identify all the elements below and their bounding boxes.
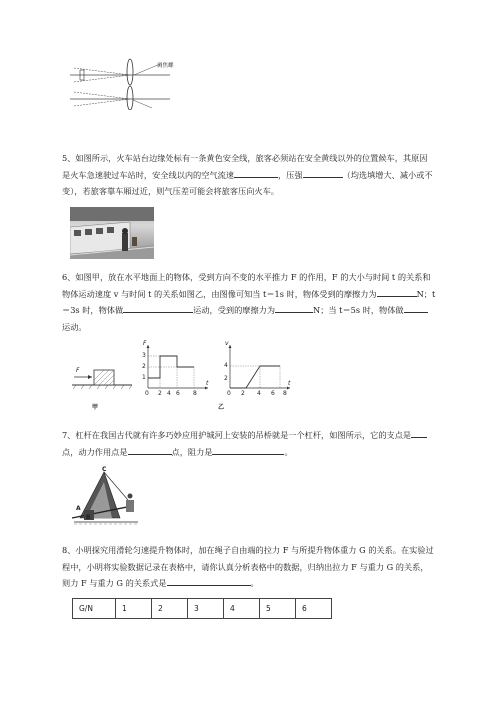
graph1-ytick-1: 1 (142, 374, 146, 381)
pivot-label-c: C (102, 466, 107, 473)
graph2-ytick-2: 2 (224, 375, 228, 382)
q5-line-2: 是火车急速驶过车站时，安全线以内的空气流速 ，压强 （均选填增大、减小或不 (62, 169, 433, 180)
graph2-xlabel: t (288, 380, 291, 387)
q5-blank-2[interactable] (303, 168, 343, 178)
table-row (73, 599, 332, 619)
graph1-xtick-2: 2 (158, 390, 162, 397)
q7-line-2: 点，动力作用点是 点，阻力是 。 (62, 446, 293, 457)
question-7 (62, 427, 442, 460)
velocity-time-graph (222, 342, 294, 397)
table-cell: 4 (224, 599, 260, 619)
q8-line-1: 8、小明探究用滑轮匀速提升物体时，加在绳子自由端的拉力 F 与所提升物体重力 G 的关系。在实验过 (62, 545, 434, 555)
point-label-b: B (86, 514, 91, 521)
q6-line-1: 6、如图甲，放在水平地面上的物体，受到方向不变的水平推力 F 的作用，F 的大小与时间 t 的关系和 (62, 272, 431, 282)
table-cell: 5 (260, 599, 296, 619)
q6-line-2: 物体运动速度 v 与时间 t 的关系如图乙，由图像可知当 t＝1s 时，物体受到的摩擦力为 N；t (62, 288, 436, 299)
q6-blank-1[interactable] (377, 287, 417, 297)
question-5 (62, 150, 442, 200)
question-6 (62, 269, 442, 335)
graph2-xtick-2: 2 (241, 390, 245, 397)
graph1-xlabel: t (206, 380, 209, 387)
block-push-figure (70, 344, 134, 394)
point-label-a: A (76, 505, 81, 512)
graph1-xtick-6: 6 (176, 390, 180, 397)
train-station-photo (70, 207, 154, 259)
graph1-ytick-3: 3 (142, 352, 146, 359)
graph1-ytick-2: 2 (142, 363, 146, 370)
graph2-xtick-4: 4 (257, 390, 261, 397)
graph2-xtick-8: 8 (283, 390, 287, 397)
q8-line-3: 则力 F 与重力 G 的关系式是 。 (62, 578, 259, 588)
graph2-ylabel: v (225, 340, 229, 347)
q7-blank-3[interactable] (212, 445, 284, 455)
q7-blank-2[interactable] (128, 445, 172, 455)
graph2-xtick-6: 6 (271, 390, 275, 397)
force-time-graph (140, 342, 212, 397)
fig-yi-caption: 乙 (218, 404, 225, 411)
q5-line-1: 5、如图所示，火车站台边缘处标有一条黄色安全线，旅客必须站在安全黄线以外的位置候车，其原因 (62, 153, 428, 163)
q6-blank-3[interactable] (275, 303, 313, 313)
table-cell: 1 (116, 599, 152, 619)
q6-blank-4[interactable] (404, 303, 428, 313)
table-cell: 3 (188, 599, 224, 619)
q6-line-4: 运动。 (62, 321, 87, 332)
focus-screw-label: 调焦螺 (157, 63, 174, 69)
q5-line-3: 变），若旅客靠车厢过近，则气压差可能会将旅客压向火车。 (62, 186, 279, 196)
q6-blank-2[interactable] (123, 303, 193, 313)
graph2-ytick-4: 4 (224, 362, 228, 369)
graph1-xtick-0: 0 (145, 390, 149, 397)
fig-jia-caption: 甲 (92, 404, 99, 411)
force-label: F (76, 367, 80, 374)
question-8 (62, 542, 442, 592)
table-cell-header: G/N (73, 599, 116, 619)
table-cell: 2 (152, 599, 188, 619)
graph2-xtick-0: 0 (227, 390, 231, 397)
graph1-ylabel: F (143, 340, 147, 347)
graph1-xtick-8: 8 (193, 390, 197, 397)
q8-blank-1[interactable] (167, 576, 251, 586)
q7-blank-1[interactable] (411, 428, 427, 438)
q5-blank-1[interactable] (234, 168, 278, 178)
graph1-xtick-4: 4 (167, 390, 171, 397)
g-data-table (72, 598, 332, 619)
drawbridge-figure (70, 466, 150, 526)
table-cell: 6 (296, 599, 332, 619)
q6-line-3: ＝3s 时，物体做 运动，受到的摩擦力为 N；当 t＝5s 时，物体做 (62, 302, 442, 319)
q7-line-1: 7、杠杆在我国古代就有许多巧妙应用护城河上安装的吊桥就是一个杠杆，如图所示，它的支点是 (62, 427, 442, 444)
q8-line-2: 程中，小明将实验数据记录在表格中，请你认真分析表格中的数据，归纳出拉力 F 与重力 G 的关系， (62, 561, 429, 572)
